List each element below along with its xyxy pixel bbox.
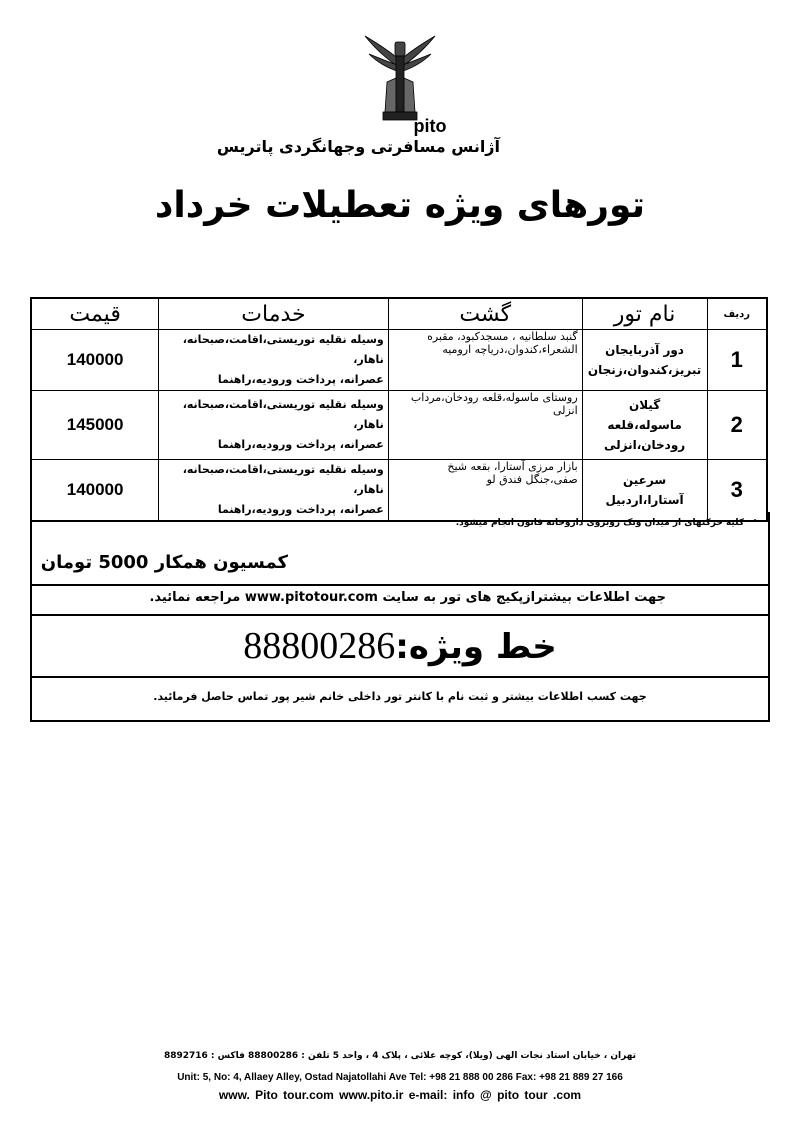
brand-persian: آژانس مسافرتی وجهانگردی پاتریس: [216, 137, 500, 156]
tour-name-line: سرعین: [622, 473, 667, 487]
tour-name: [582, 330, 707, 391]
tour-sightseeing: بازار مرزی آستارا، بقعه شیخ صفی،جنگل فندق لو: [388, 460, 582, 522]
brand-english: pito: [413, 116, 447, 136]
hotline-section: [30, 614, 770, 678]
hotline-number: 88800286: [243, 625, 396, 667]
tour-name-line: ماسوله،قلعه: [607, 418, 682, 432]
hotline-label: خط ویژه:: [395, 627, 557, 667]
services-line: وسیله نقلیه توریستی،اقامت،صبحانه، ناهار،: [182, 463, 384, 496]
header-radif: ردیف: [707, 298, 767, 330]
tour-price: 145000: [31, 391, 159, 460]
tour-name-line: آستارا،اردبیل: [605, 493, 684, 507]
tour-name: [582, 391, 707, 460]
website-note: جهت اطلاعات بیشترازپکیج های تور به سایت www.pitotour.com مراجعه نمائید.: [149, 590, 666, 605]
contact-section: [30, 676, 770, 722]
table-row: [31, 391, 767, 460]
footer-address-english: Unit: 5, No: 4, Allaey Alley, Ostad Najatollahi Ave Tel: +98 21 888 00 286 Fax: +98 21 889 27 166: [177, 1072, 623, 1083]
row-number: 3: [707, 460, 767, 522]
tour-name-line: گیلان: [628, 398, 661, 412]
tour-name-line: دور آذربایجان: [605, 343, 684, 357]
services-line: عصرانه، پرداخت ورودیه،راهنما: [217, 503, 384, 516]
table-row: [31, 330, 767, 391]
header-services: خدمات: [159, 298, 389, 330]
tour-sightseeing: روستای ماسوله،قلعه رودخان،مرداب انزلی: [388, 391, 582, 460]
header-tour-name: نام تور: [582, 298, 707, 330]
notes-section: [30, 512, 770, 586]
services-line: وسیله نقلیه توریستی،اقامت،صبحانه، ناهار،: [182, 333, 384, 366]
tour-sightseeing: گنبد سلطانیه ، مسجدکبود، مقبره الشعراء،کندوان،دریاچه ارومیه: [388, 330, 582, 391]
bullet-icon: •: [752, 516, 758, 527]
services-line: وسیله نقلیه توریستی،اقامت،صبحانه، ناهار،: [182, 398, 384, 431]
header-gasht: گشت: [388, 298, 582, 330]
tour-price: 140000: [31, 330, 159, 391]
page-title: تورهای ویژه تعطیلات خرداد: [154, 185, 646, 226]
table-header-row: [31, 298, 767, 330]
tour-services: [159, 330, 389, 391]
tour-price: 140000: [31, 460, 159, 522]
winged-emblem-logo-icon: [355, 28, 445, 128]
footer-web-links: www. Pito tour.com www.pito.ir e-mail: info @ pito tour .com: [218, 1088, 582, 1102]
hotline: [32, 624, 768, 668]
tour-name-line: تبریز،کندوان،زنجان: [587, 363, 702, 377]
footer-address-persian: تهران ، خیابان استاد نجات الهی (ویلا)، کوچه علائی ، پلاک 4 ، واحد 5 تلفن : 88800286 فاکس : 8892716: [163, 1051, 637, 1061]
departure-note: کلیه حرکتهای از میدان ونک روبروی داروخانه قانون انجام میشود.: [455, 518, 744, 528]
website-section: [30, 584, 770, 616]
tours-table: [30, 297, 768, 522]
header-price: قیمت: [31, 298, 159, 330]
services-line: عصرانه، پرداخت ورودیه،راهنما: [217, 438, 384, 451]
services-line: عصرانه، پرداخت ورودیه،راهنما: [217, 373, 384, 386]
tour-name-line: رودخان،انزلی: [603, 438, 686, 452]
contact-note: جهت کسب اطلاعات بیشتر و ثبت نام با کانتر تور داخلی خانم شیر پور تماس حاصل فرمائید.: [153, 690, 647, 703]
tour-services: [159, 391, 389, 460]
row-number: 2: [707, 391, 767, 460]
row-number: 1: [707, 330, 767, 391]
commission-text: کمسیون همکار 5000 تومان: [40, 552, 288, 573]
